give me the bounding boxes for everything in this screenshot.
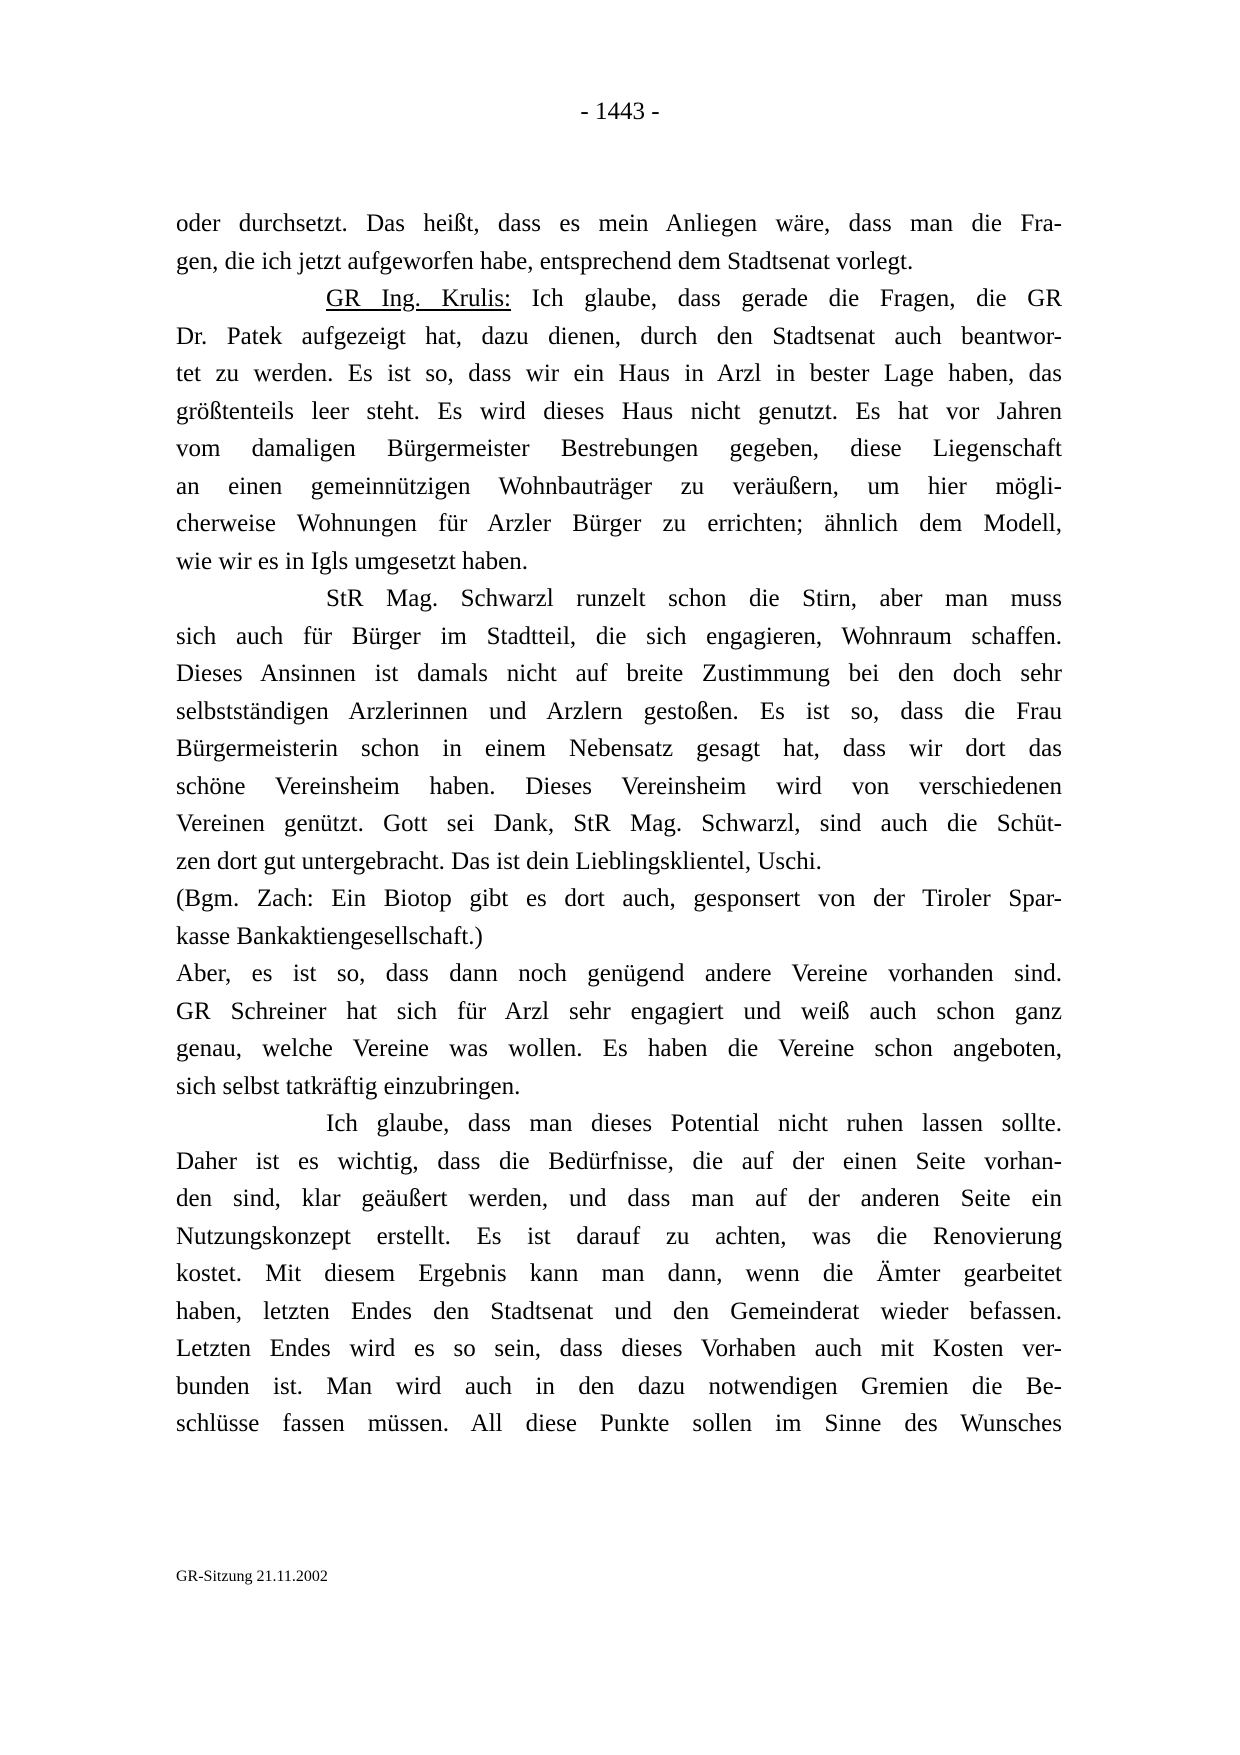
text-line: tet zu werden. Es ist so, dass wir ein Haus in Arzl in bester Lage haben, das <box>176 360 1062 387</box>
text-line: selbstständigen Arzlerinnen und Arzlern gestoßen. Es ist so, dass die Frau <box>176 697 1062 725</box>
text-line: bunden ist. Man wird auch in den dazu notwendigen Gremien die Be- <box>176 1372 1062 1400</box>
text-line: StR Mag. Schwarzl runzelt schon die Stirn, aber man muss <box>326 585 1062 612</box>
text-line: sich auch für Bürger im Stadtteil, die sich engagieren, Wohnraum schaffen. <box>176 622 1062 650</box>
page-number: - 1443 - <box>580 98 660 125</box>
speaker-paragraph-line <box>176 280 1062 318</box>
text-line: Dieses Ansinnen ist damals nicht auf breite Zustimmung bei den doch sehr <box>176 660 1062 687</box>
text-line: wie wir es in Igls umgesetzt haben. <box>176 547 528 575</box>
text-line: Vereinen genützt. Gott sei Dank, StR Mag. Schwarzl, sind auch die Schüt- <box>176 810 1062 837</box>
text-line: haben, letzten Endes den Stadtsenat und den Gemeinderat wieder befassen. <box>176 1297 1062 1325</box>
text-line: an einen gemeinnützigen Wohnbauträger zu veräußern, um hier mögli- <box>176 472 1062 500</box>
footer: GR-Sitzung 21.11.2002 <box>176 1568 328 1585</box>
text-line: Letzten Endes wird es so sein, dass dieses Vorhaben auch mit Kosten ver- <box>176 1335 1062 1362</box>
text-line: den sind, klar geäußert werden, und dass man auf der anderen Seite ein <box>176 1185 1062 1212</box>
speaker-label: GR Ing. Krulis: <box>326 285 512 312</box>
text-line: Ich glaube, dass gerade die Fragen, die GR <box>531 285 1063 312</box>
text-line: Bürgermeisterin schon in einem Nebensatz gesagt hat, dass wir dort das <box>176 735 1062 762</box>
text-line: gen, die ich jetzt aufgeworfen habe, entsprechend dem Stadtsenat vorlegt. <box>176 247 914 275</box>
text-line: schlüsse fassen müssen. All diese Punkte sollen im Sinne des Wunsches <box>176 1410 1062 1437</box>
text-line: sich selbst tatkräftig einzubringen. <box>176 1072 521 1100</box>
text-line: schöne Vereinsheim haben. Dieses Vereinsheim wird von verschiedenen <box>176 772 1062 800</box>
text-line: GR Schreiner hat sich für Arzl sehr engagiert und weiß auch schon ganz <box>176 997 1062 1025</box>
text-line: oder durchsetzt. Das heißt, dass es mein Anliegen wäre, dass man die Fra- <box>176 210 1062 237</box>
text-line: größtenteils leer steht. Es wird dieses Haus nicht genutzt. Es hat vor Jahren <box>176 397 1062 425</box>
text-line: kostet. Mit diesem Ergebnis kann man dann, wenn die Ämter gearbeitet <box>176 1260 1062 1287</box>
text-line: zen dort gut untergebracht. Das ist dein Lieblingsklientel, Uschi. <box>176 847 822 875</box>
text-line: Nutzungskonzept erstellt. Es ist darauf zu achten, was die Renovierung <box>176 1222 1062 1250</box>
interjection-line: kasse Bankaktiengesellschaft.) <box>176 922 483 950</box>
text-line: Daher ist es wichtig, dass die Bedürfnisse, die auf der einen Seite vorhan- <box>176 1147 1062 1175</box>
text-line: Ich glaube, dass man dieses Potential nicht ruhen lassen sollte. <box>326 1110 1062 1137</box>
body-text <box>176 205 1062 1443</box>
text-line: cherweise Wohnungen für Arzler Bürger zu errichten; ähnlich dem Modell, <box>176 510 1062 537</box>
text-line: genau, welche Vereine was wollen. Es haben die Vereine schon angeboten, <box>176 1035 1062 1062</box>
interjection-line: (Bgm. Zach: Ein Biotop gibt es dort auch, gesponsert von der Tiroler Spar- <box>176 885 1062 912</box>
text-line: vom damaligen Bürgermeister Bestrebungen gegeben, diese Liegenschaft <box>176 435 1062 462</box>
text-line: Dr. Patek aufgezeigt hat, dazu dienen, durch den Stadtsenat auch beantwor- <box>176 322 1062 350</box>
text-line: Aber, es ist so, dass dann noch genügend andere Vereine vorhanden sind. <box>176 960 1062 987</box>
